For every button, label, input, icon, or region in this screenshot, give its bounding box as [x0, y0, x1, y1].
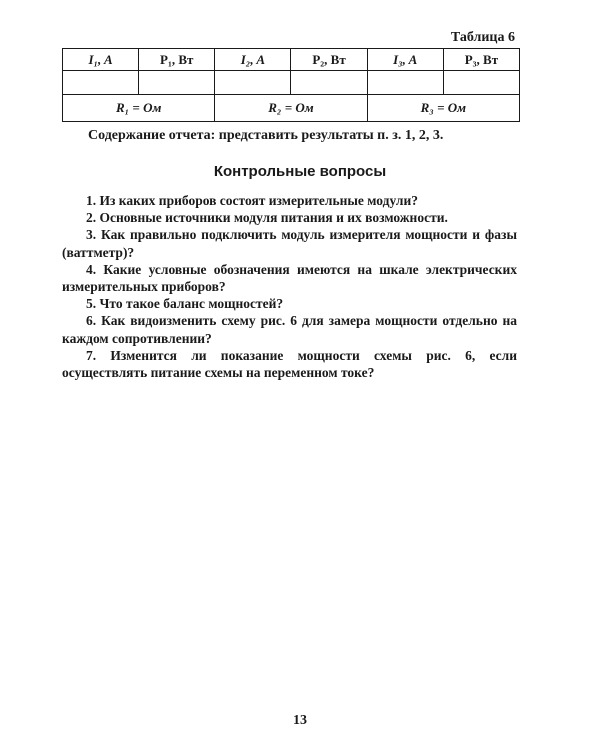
- page-number: 13: [293, 713, 307, 728]
- report-content-text: Содержание отчета: представить результаты п. з. 1, 2, 3.: [88, 128, 444, 143]
- table-header-row: [63, 49, 520, 71]
- question-item: 5. Что такое баланс мощностей?: [86, 296, 284, 312]
- question-item: 4. Какие условные обозначения имеются на шкале электрических измерительных приборов?: [62, 261, 517, 295]
- table-caption: Таблица 6: [450, 30, 515, 45]
- table-header-cell: I₂, A: [215, 49, 291, 71]
- measurement-table: [62, 48, 520, 122]
- resistance-cell: R₁ = Ом: [63, 95, 215, 122]
- table-header-cell: P₁, Вт: [139, 49, 215, 71]
- resistance-cell: R₂ = Ом: [215, 95, 367, 122]
- table-header-cell: P₃, Вт: [443, 49, 519, 71]
- question-item: 7. Изменится ли показание мощности схемы рис. 6, если осуществлять питание схемы на переменном токе?: [62, 347, 517, 381]
- question-item: 3. Как правильно подключить модуль измерителя мощности и фазы (ваттметр)?: [62, 227, 517, 260]
- section-heading: Контрольные вопросы: [213, 163, 387, 180]
- table-cell: [63, 71, 139, 95]
- table-empty-row: [63, 71, 520, 95]
- question-item: 1. Из каких приборов состоят измерительные модули?: [86, 193, 419, 208]
- table-cell: [215, 71, 291, 95]
- questions-list: [62, 192, 517, 381]
- table-header-cell: I₁, A: [63, 49, 139, 71]
- table-resistance-row: [63, 95, 520, 122]
- resistance-cell: R₃ = Ом: [367, 95, 519, 122]
- table-header-cell: P₂, Вт: [291, 49, 367, 71]
- table-cell: [291, 71, 367, 95]
- table-cell: [139, 71, 215, 95]
- table-header-cell: I₃, A: [367, 49, 443, 71]
- question-item: 6. Как видоизменить схему рис. 6 для замера мощности отдельно на каждом сопротивлении?: [62, 313, 517, 346]
- table-cell: [367, 71, 443, 95]
- question-item: 2. Основные источники модуля питания и их возможности.: [86, 210, 448, 226]
- table-cell: [443, 71, 519, 95]
